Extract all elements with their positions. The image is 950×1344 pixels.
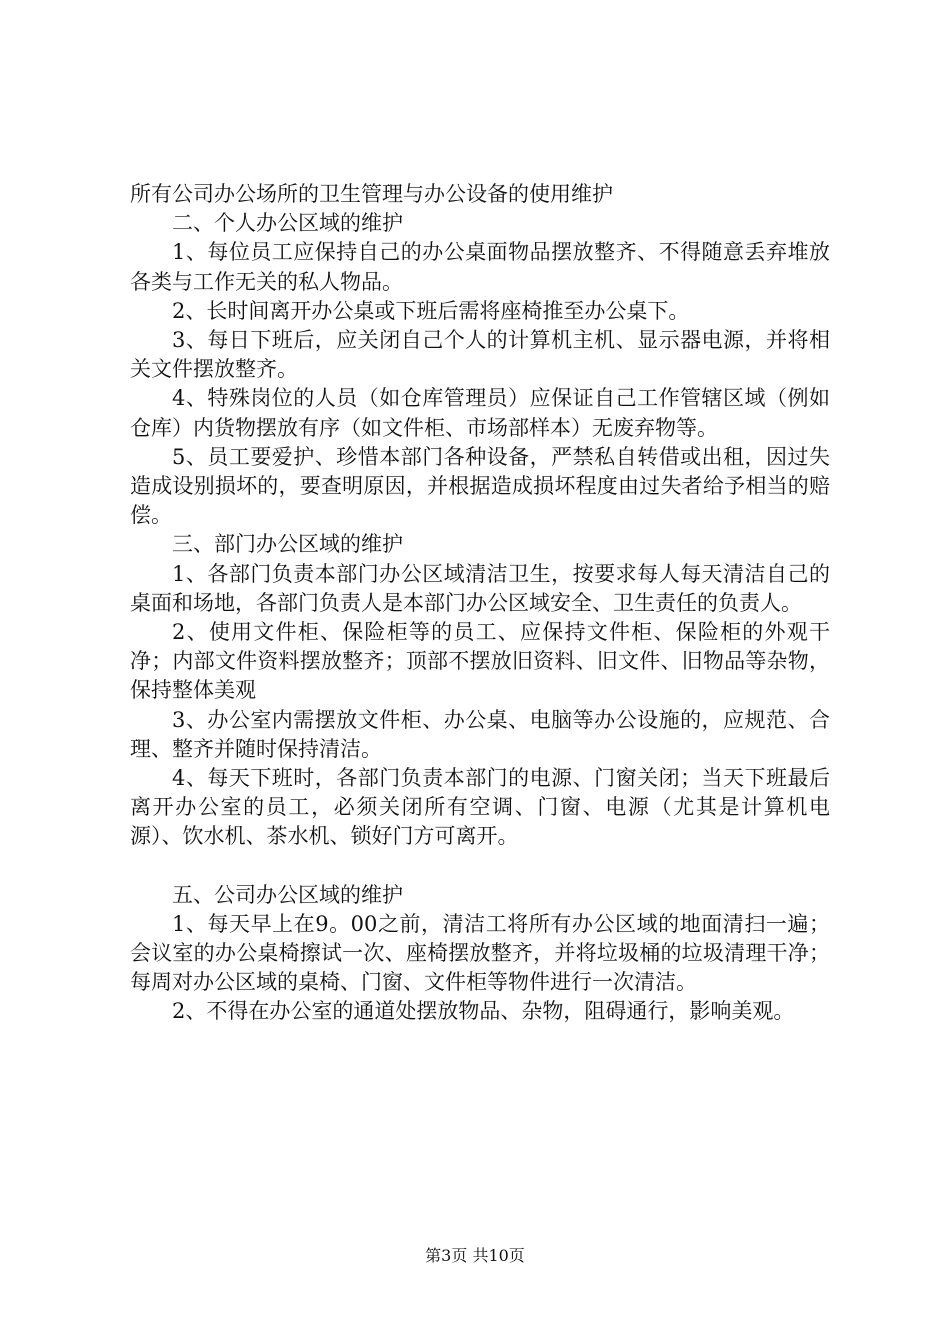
page-number-footer: 第3页 共10页 (425, 1246, 525, 1265)
paragraph-personal-2: 2、长时间离开办公桌或下班后需将座椅推至办公桌下。 (172, 298, 690, 323)
section-heading-personal: 二、个人办公区域的维护 (172, 211, 403, 236)
paragraph-department-3: 3、办公室内需摆放文件柜、办公桌、电脑等办公设施的，应规范、合理、整齐并随时保持清洁。 (130, 707, 830, 761)
paragraph-personal-5: 5、员工要爱护、珍惜本部门各种设备，严禁私自转借或出租，因过失造成设别损坏的，要查明原因，并根据造成损坏程度由过失者给予相当的赔偿。 (130, 444, 830, 528)
paragraph-gap (130, 852, 830, 881)
paragraph-company-1: 1、每天早上在9。00之前，清洁工将所有办公区域的地面清扫一遍；会议室的办公桌椅擦试一次、座椅摆放整齐，并将垃圾桶的垃圾清理干净；每周对办公区域的桌椅、门窗、文件柜等物件进行一次清洁。 (130, 911, 830, 995)
paragraph-department-4: 4、每天下班时，各部门负责本部门的电源、门窗关闭；当天下班最后离开办公室的员工，必须关闭所有空调、门窗、电源（尤其是计算机电源）、饮水机、茶水机、锁好门方可离开。 (130, 766, 830, 849)
paragraph-personal-4: 4、特殊岗位的人员（如仓库管理员）应保证自己工作管辖区域（例如仓库）内货物摆放有序（如文件柜、市场部样本）无废弃物等。 (130, 386, 830, 440)
document-body (130, 180, 830, 1027)
section-heading-company: 五、公司办公区域的维护 (172, 882, 403, 907)
intro-line: 所有公司办公场所的卫生管理与办公设备的使用维护 (130, 182, 613, 206)
section-heading-department: 三、部门办公区域的维护 (172, 532, 403, 557)
paragraph-personal-3: 3、每日下班后，应关闭自己个人的计算机主机、显示器电源，并将相关文件摆放整齐。 (130, 328, 830, 382)
paragraph-company-2: 2、不得在办公室的通道处摆放物品、杂物，阻碍通行，影响美观。 (172, 999, 795, 1024)
paragraph-personal-1: 1、每位员工应保持自己的办公桌面物品摆放整齐、不得随意丢弃堆放各类与工作无关的私人物品。 (130, 240, 830, 294)
paragraph-department-2: 2、使用文件柜、保险柜等的员工、应保持文件柜、保险柜的外观干净；内部文件资料摆放整齐；顶部不摆放旧资料、旧文件、旧物品等杂物，保持整体美观 (130, 620, 830, 703)
paragraph-department-1: 1、各部门负责本部门办公区域清洁卫生，按要求每人每天清洁自己的桌面和场地，各部门负责人是本部门办公区域安全、卫生责任的负责人。 (130, 561, 830, 615)
